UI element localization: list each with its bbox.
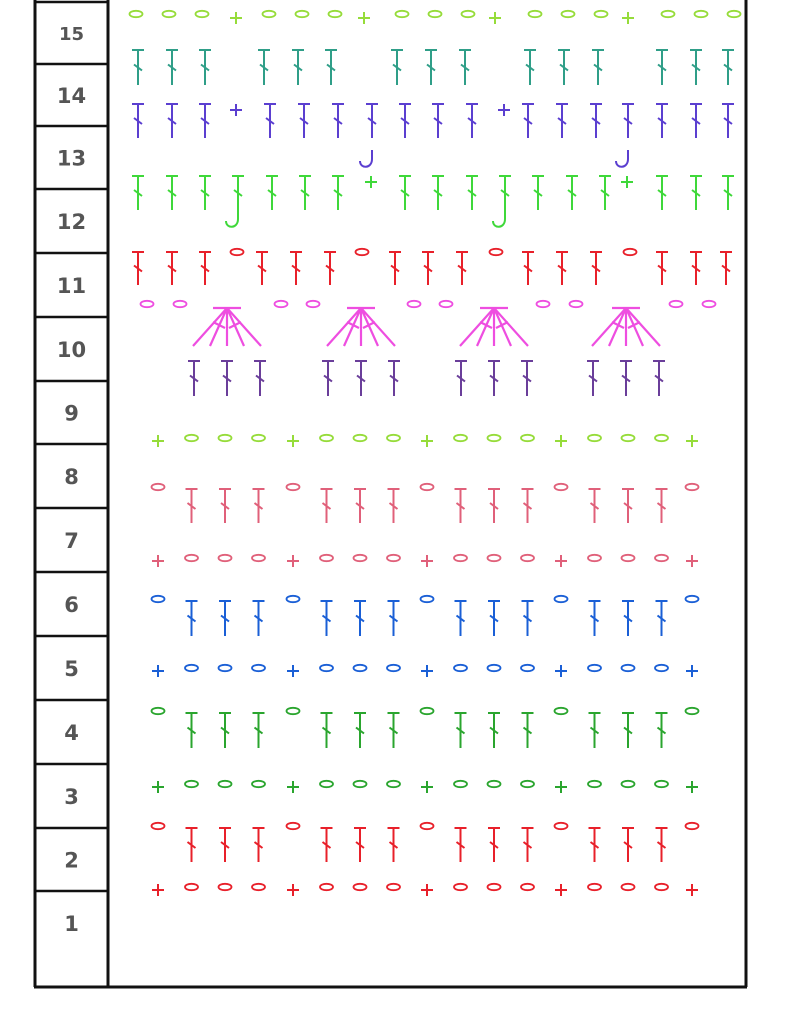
chain-oval-icon (387, 435, 400, 441)
shell-fan-icon (460, 308, 528, 346)
double-crochet-t-icon (366, 104, 378, 138)
double-crochet-t-icon (522, 713, 534, 748)
double-crochet-t-icon (354, 713, 366, 748)
chain-oval-icon (440, 301, 453, 307)
double-crochet-t-icon (388, 828, 400, 862)
chain-oval-icon (686, 823, 699, 829)
chain-oval-icon (263, 11, 276, 17)
double-crochet-t-icon (522, 489, 534, 523)
double-crochet-t-icon (590, 104, 602, 138)
single-crochet-plus-icon (287, 884, 299, 896)
chain-oval-icon (387, 781, 400, 787)
single-crochet-plus-icon (287, 435, 299, 447)
chain-oval-icon (588, 884, 601, 890)
chain-oval-icon (686, 596, 699, 602)
chain-oval-icon (275, 301, 288, 307)
single-crochet-plus-icon (421, 884, 433, 896)
chain-oval-icon (252, 781, 265, 787)
stitch-symbols (130, 11, 741, 896)
double-crochet-t-icon (589, 828, 601, 862)
chain-oval-icon (429, 11, 442, 17)
double-crochet-t-icon (132, 104, 144, 138)
chain-oval-icon (287, 596, 300, 602)
double-crochet-t-icon (722, 104, 734, 138)
double-crochet-t-icon (488, 828, 500, 862)
double-crochet-t-icon (186, 828, 198, 862)
double-crochet-t-icon (522, 252, 534, 285)
row-number-8: 8 (64, 465, 79, 489)
row-number-13: 13 (56, 146, 87, 171)
double-crochet-t-icon (221, 361, 233, 396)
single-crochet-plus-icon (421, 435, 433, 447)
single-crochet-plus-icon (555, 781, 567, 793)
chain-oval-icon (588, 781, 601, 787)
double-crochet-t-icon (325, 50, 337, 85)
single-crochet-plus-icon (621, 176, 633, 188)
single-crochet-plus-icon (287, 781, 299, 793)
chain-oval-icon (356, 249, 369, 255)
double-crochet-t-icon (589, 713, 601, 748)
chain-oval-icon (728, 11, 741, 17)
double-crochet-t-icon (219, 489, 231, 523)
double-crochet-t-icon (690, 176, 702, 210)
shell-fan-icon (327, 308, 395, 346)
row-number-10: 10 (56, 338, 87, 362)
single-crochet-plus-icon (421, 665, 433, 677)
double-crochet-t-icon (690, 50, 702, 85)
single-crochet-plus-icon (230, 104, 242, 116)
chain-oval-icon (387, 555, 400, 561)
double-crochet-t-icon (266, 176, 278, 210)
chain-oval-icon (695, 11, 708, 17)
double-crochet-t-icon (524, 50, 536, 85)
chain-oval-icon (354, 435, 367, 441)
double-crochet-t-icon (166, 104, 178, 138)
double-crochet-t-icon (455, 828, 467, 862)
double-crochet-t-icon (532, 176, 544, 210)
chain-oval-icon (588, 435, 601, 441)
double-crochet-t-icon (388, 713, 400, 748)
double-crochet-t-icon (321, 828, 333, 862)
chain-oval-icon (521, 884, 534, 890)
row-number-12: 12 (56, 210, 87, 234)
chain-oval-icon (454, 665, 467, 671)
double-crochet-t-icon (455, 489, 467, 523)
double-crochet-t-icon (332, 104, 344, 138)
chain-oval-icon (521, 555, 534, 561)
single-crochet-plus-icon (152, 665, 164, 677)
chain-oval-icon (624, 249, 637, 255)
double-crochet-t-icon (253, 601, 265, 636)
single-crochet-plus-icon (152, 555, 164, 567)
double-crochet-t-icon (556, 104, 568, 138)
double-crochet-t-icon (590, 252, 602, 285)
double-crochet-t-icon (199, 252, 211, 285)
chain-oval-icon (555, 708, 568, 714)
chain-oval-icon (219, 665, 232, 671)
double-crochet-t-icon (166, 252, 178, 285)
single-crochet-plus-icon (686, 435, 698, 447)
chain-oval-icon (421, 596, 434, 602)
chain-oval-icon (320, 781, 333, 787)
chain-oval-icon (555, 596, 568, 602)
double-crochet-t-icon (656, 252, 668, 285)
double-crochet-t-icon (299, 176, 311, 210)
chain-oval-icon (252, 665, 265, 671)
front-post-hook-icon (360, 150, 372, 167)
double-crochet-t-icon (321, 713, 333, 748)
chain-oval-icon (454, 435, 467, 441)
double-crochet-t-icon (253, 828, 265, 862)
double-crochet-t-icon (219, 601, 231, 636)
chain-oval-icon (488, 781, 501, 787)
chain-oval-icon (488, 435, 501, 441)
double-crochet-t-icon (558, 50, 570, 85)
double-crochet-t-icon (254, 361, 266, 396)
front-post-hook-icon (493, 210, 505, 227)
double-crochet-t-icon (488, 601, 500, 636)
chain-oval-icon (408, 301, 421, 307)
chain-oval-icon (588, 665, 601, 671)
chain-oval-icon (655, 435, 668, 441)
double-crochet-t-icon (166, 176, 178, 210)
chain-oval-icon (622, 435, 635, 441)
chain-oval-icon (454, 555, 467, 561)
double-crochet-t-icon (298, 104, 310, 138)
chain-oval-icon (622, 781, 635, 787)
double-crochet-t-icon (466, 104, 478, 138)
chain-oval-icon (296, 11, 309, 17)
double-crochet-t-icon (132, 176, 144, 210)
chain-oval-icon (555, 484, 568, 490)
double-crochet-t-icon (432, 104, 444, 138)
row-number-1: 1 (64, 912, 79, 936)
double-crochet-t-icon (322, 361, 334, 396)
chain-oval-icon (152, 484, 165, 490)
row-number-column (57, 24, 86, 936)
double-crochet-t-icon (132, 50, 144, 85)
chain-oval-icon (354, 781, 367, 787)
double-crochet-t-icon (391, 50, 403, 85)
single-crochet-plus-icon (555, 884, 567, 896)
single-crochet-plus-icon (498, 104, 510, 116)
chain-oval-icon (130, 11, 143, 17)
double-crochet-t-icon (199, 104, 211, 138)
double-crochet-t-icon (253, 713, 265, 748)
chain-oval-icon (185, 665, 198, 671)
double-crochet-t-icon (354, 489, 366, 523)
double-crochet-t-icon (690, 252, 702, 285)
single-crochet-plus-icon (287, 555, 299, 567)
double-crochet-t-icon (232, 176, 244, 210)
chain-oval-icon (655, 781, 668, 787)
chain-oval-icon (588, 555, 601, 561)
chain-oval-icon (163, 11, 176, 17)
row-number-11: 11 (56, 274, 87, 298)
single-crochet-plus-icon (421, 781, 433, 793)
chain-oval-icon (287, 708, 300, 714)
double-crochet-t-icon (620, 361, 632, 396)
double-crochet-t-icon (264, 104, 276, 138)
double-crochet-t-icon (425, 50, 437, 85)
double-crochet-t-icon (589, 489, 601, 523)
double-crochet-t-icon (522, 828, 534, 862)
chain-oval-icon (252, 435, 265, 441)
single-crochet-plus-icon (230, 12, 242, 24)
double-crochet-t-icon (622, 489, 634, 523)
chain-oval-icon (252, 555, 265, 561)
chain-oval-icon (320, 665, 333, 671)
double-crochet-t-icon (599, 176, 611, 210)
double-crochet-t-icon (566, 176, 578, 210)
chain-oval-icon (521, 781, 534, 787)
chain-oval-icon (488, 665, 501, 671)
single-crochet-plus-icon (489, 12, 501, 24)
double-crochet-t-icon (521, 361, 533, 396)
chain-oval-icon (219, 884, 232, 890)
shell-fan-icon (592, 308, 660, 346)
chain-oval-icon (396, 11, 409, 17)
double-crochet-t-icon (622, 104, 634, 138)
chain-oval-icon (488, 884, 501, 890)
double-crochet-t-icon (354, 601, 366, 636)
double-crochet-t-icon (456, 252, 468, 285)
double-crochet-t-icon (186, 601, 198, 636)
chart-grid (34, 0, 747, 987)
chain-oval-icon (655, 884, 668, 890)
chain-oval-icon (287, 823, 300, 829)
single-crochet-plus-icon (686, 884, 698, 896)
chain-oval-icon (655, 555, 668, 561)
double-crochet-t-icon (292, 50, 304, 85)
chain-oval-icon (354, 665, 367, 671)
chain-oval-icon (196, 11, 209, 17)
chain-oval-icon (555, 823, 568, 829)
double-crochet-t-icon (399, 176, 411, 210)
row-number-9: 9 (64, 401, 79, 426)
chain-oval-icon (529, 11, 542, 17)
chain-oval-icon (462, 11, 475, 17)
front-post-hook-icon (616, 150, 628, 167)
double-crochet-t-icon (324, 252, 336, 285)
double-crochet-t-icon (622, 713, 634, 748)
row-number-6: 6 (64, 593, 79, 617)
single-crochet-plus-icon (152, 884, 164, 896)
single-crochet-plus-icon (686, 555, 698, 567)
chain-oval-icon (655, 665, 668, 671)
double-crochet-t-icon (166, 50, 178, 85)
chain-oval-icon (152, 596, 165, 602)
row-number-15: 15 (58, 24, 85, 45)
chain-oval-icon (185, 435, 198, 441)
chain-oval-icon (622, 884, 635, 890)
double-crochet-t-icon (388, 601, 400, 636)
double-crochet-t-icon (186, 489, 198, 523)
single-crochet-plus-icon (152, 435, 164, 447)
double-crochet-t-icon (188, 361, 200, 396)
double-crochet-t-icon (690, 104, 702, 138)
double-crochet-t-icon (354, 828, 366, 862)
chain-oval-icon (185, 555, 198, 561)
row-number-7: 7 (64, 529, 79, 553)
single-crochet-plus-icon (152, 781, 164, 793)
front-post-hook-icon (226, 210, 238, 227)
chain-oval-icon (454, 781, 467, 787)
double-crochet-t-icon (455, 361, 467, 396)
chain-oval-icon (152, 823, 165, 829)
chain-oval-icon (595, 11, 608, 17)
chain-oval-icon (490, 249, 503, 255)
chain-oval-icon (562, 11, 575, 17)
double-crochet-t-icon (656, 176, 668, 210)
row-number-3: 3 (64, 785, 79, 809)
double-crochet-t-icon (656, 828, 668, 862)
chain-oval-icon (141, 301, 154, 307)
double-crochet-t-icon (432, 176, 444, 210)
double-crochet-t-icon (589, 601, 601, 636)
double-crochet-t-icon (656, 601, 668, 636)
chain-oval-icon (387, 884, 400, 890)
chain-oval-icon (185, 884, 198, 890)
double-crochet-t-icon (219, 828, 231, 862)
double-crochet-t-icon (132, 252, 144, 285)
chain-oval-icon (421, 484, 434, 490)
single-crochet-plus-icon (287, 665, 299, 677)
double-crochet-t-icon (522, 104, 534, 138)
double-crochet-t-icon (653, 361, 665, 396)
chain-oval-icon (252, 884, 265, 890)
chain-oval-icon (185, 781, 198, 787)
double-crochet-t-icon (622, 601, 634, 636)
double-crochet-t-icon (256, 252, 268, 285)
chain-oval-icon (329, 11, 342, 17)
chain-oval-icon (686, 484, 699, 490)
chain-oval-icon (454, 884, 467, 890)
chain-oval-icon (521, 665, 534, 671)
single-crochet-plus-icon (365, 176, 377, 188)
double-crochet-t-icon (399, 104, 411, 138)
chain-oval-icon (320, 555, 333, 561)
chain-oval-icon (152, 708, 165, 714)
double-crochet-t-icon (656, 489, 668, 523)
double-crochet-t-icon (321, 489, 333, 523)
single-crochet-plus-icon (555, 555, 567, 567)
double-crochet-t-icon (253, 489, 265, 523)
row-number-2: 2 (64, 848, 79, 873)
double-crochet-t-icon (522, 601, 534, 636)
chain-oval-icon (320, 884, 333, 890)
chain-oval-icon (703, 301, 716, 307)
chain-oval-icon (622, 555, 635, 561)
single-crochet-plus-icon (421, 555, 433, 567)
double-crochet-t-icon (488, 713, 500, 748)
single-crochet-plus-icon (686, 781, 698, 793)
chain-oval-icon (320, 435, 333, 441)
chain-oval-icon (570, 301, 583, 307)
double-crochet-t-icon (592, 50, 604, 85)
chain-oval-icon (387, 665, 400, 671)
double-crochet-t-icon (321, 601, 333, 636)
chain-oval-icon (686, 708, 699, 714)
double-crochet-t-icon (488, 361, 500, 396)
double-crochet-t-icon (459, 50, 471, 85)
double-crochet-t-icon (556, 252, 568, 285)
double-crochet-t-icon (388, 489, 400, 523)
single-crochet-plus-icon (686, 665, 698, 677)
chain-oval-icon (488, 555, 501, 561)
double-crochet-t-icon (466, 176, 478, 210)
row-number-14: 14 (56, 84, 87, 108)
double-crochet-t-icon (622, 828, 634, 862)
chain-oval-icon (219, 781, 232, 787)
shell-fan-icon (193, 308, 261, 346)
single-crochet-plus-icon (622, 12, 634, 24)
double-crochet-t-icon (587, 361, 599, 396)
double-crochet-t-icon (290, 252, 302, 285)
double-crochet-t-icon (499, 176, 511, 210)
single-crochet-plus-icon (555, 435, 567, 447)
chain-oval-icon (421, 823, 434, 829)
chain-oval-icon (231, 249, 244, 255)
double-crochet-t-icon (199, 50, 211, 85)
row-number-4: 4 (64, 721, 79, 745)
double-crochet-t-icon (199, 176, 211, 210)
double-crochet-t-icon (258, 50, 270, 85)
chain-oval-icon (219, 555, 232, 561)
double-crochet-t-icon (388, 361, 400, 396)
chain-oval-icon (521, 435, 534, 441)
double-crochet-t-icon (722, 50, 734, 85)
chain-oval-icon (537, 301, 550, 307)
single-crochet-plus-icon (555, 665, 567, 677)
chain-oval-icon (662, 11, 675, 17)
double-crochet-t-icon (219, 713, 231, 748)
double-crochet-t-icon (355, 361, 367, 396)
chain-oval-icon (174, 301, 187, 307)
double-crochet-t-icon (332, 176, 344, 210)
chain-oval-icon (354, 884, 367, 890)
double-crochet-t-icon (656, 104, 668, 138)
double-crochet-t-icon (455, 713, 467, 748)
double-crochet-t-icon (186, 713, 198, 748)
double-crochet-t-icon (656, 713, 668, 748)
chain-oval-icon (354, 555, 367, 561)
chain-oval-icon (421, 708, 434, 714)
chain-oval-icon (307, 301, 320, 307)
chain-oval-icon (622, 665, 635, 671)
chain-oval-icon (219, 435, 232, 441)
row-number-5: 5 (64, 657, 79, 681)
chain-oval-icon (287, 484, 300, 490)
double-crochet-t-icon (488, 489, 500, 523)
single-crochet-plus-icon (358, 12, 370, 24)
double-crochet-t-icon (389, 252, 401, 285)
double-crochet-t-icon (722, 176, 734, 210)
double-crochet-t-icon (720, 252, 732, 285)
double-crochet-t-icon (455, 601, 467, 636)
chain-oval-icon (670, 301, 683, 307)
double-crochet-t-icon (656, 50, 668, 85)
double-crochet-t-icon (422, 252, 434, 285)
